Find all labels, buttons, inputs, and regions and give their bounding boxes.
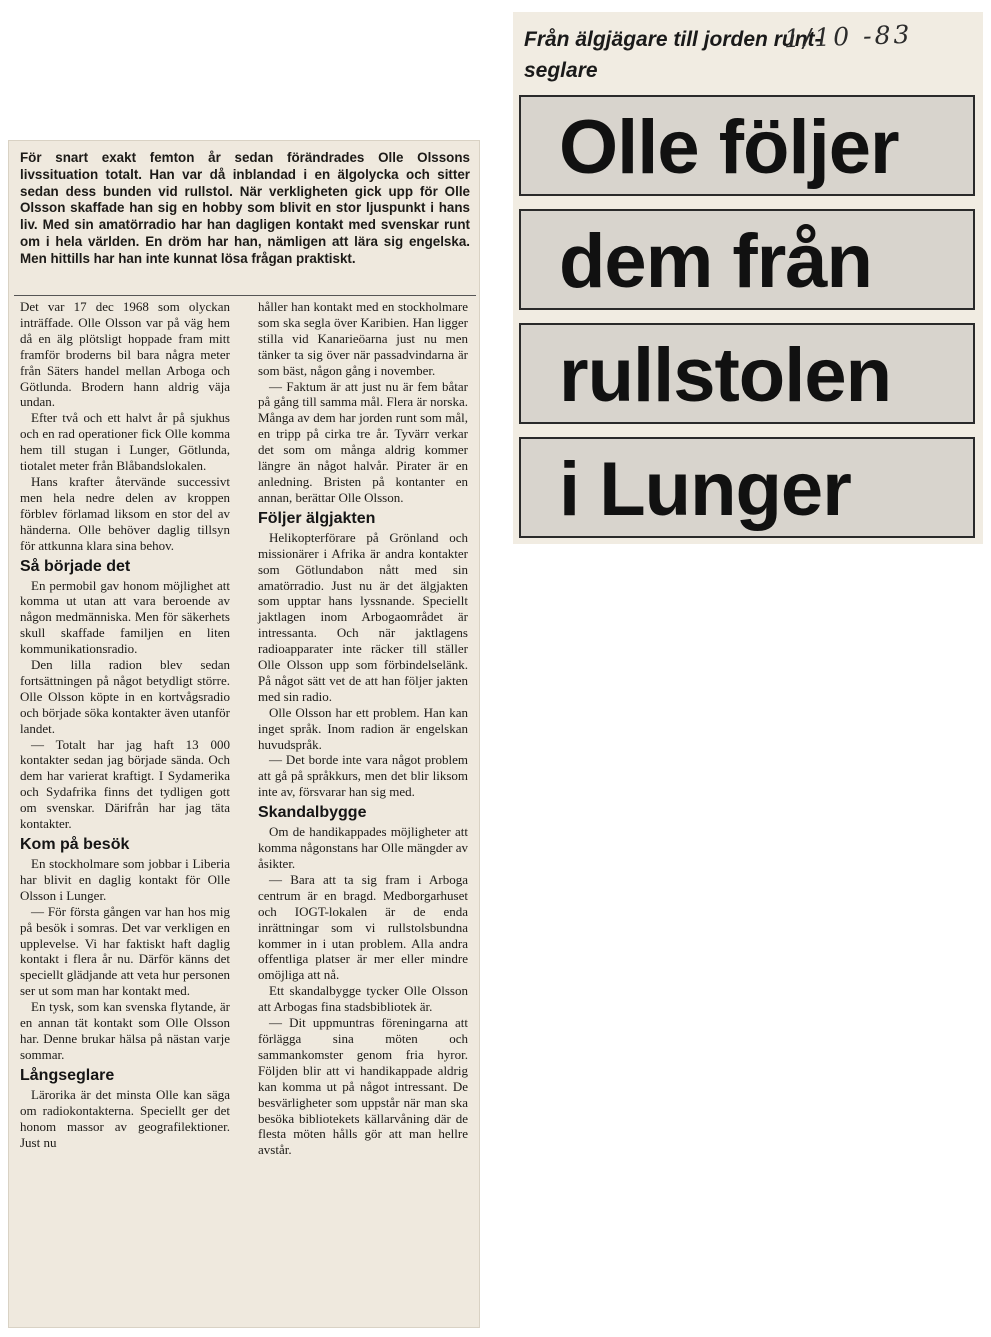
paragraph: — Bara att ta sig fram i Arboga centrum är en bragd. Medborgarhuset och IOGT-lokalen är de enda inrättningar som vi rullstolsbundna kommer in i utan problem. Alla andra offentliga platser är mer eller mindre omöjliga att nå. (258, 871, 468, 983)
subheading: Skandalbygge (258, 804, 367, 822)
paragraph: — Det borde inte vara något problem att gå på språkkurs, men det blir liksom inte av, försvarar han sig med. (258, 752, 468, 800)
subheading: Följer älgjakten (258, 509, 376, 527)
paragraph: Den lilla radion blev sedan fortsättningen på något betydligt större. Olle Olsson köpte in en kortvågsradio och började söka kontakter även utanför landet. (20, 657, 230, 736)
paragraph: — Dit uppmuntras föreningarna att förlägga sina möten och sammankomster genom fria hyror. Följden blir att vi handikappade aldrig kan komma ut på något intressant. De besvärligheter som uppstår när man ska besöka bibliotekets källarvåning där de flesta möten hålls gör att man hellre avstår. (258, 1015, 468, 1158)
subheading: Kom på besök (20, 836, 130, 853)
article-column-2 (258, 299, 468, 1158)
paragraph: — För första gången var han hos mig på besök i somras. Det var verkligen en upplevelse. Vi har faktiskt haft daglig kontakt i flera år nu. Därför känns det speciellt glädjande att veta hur personen ser ut som man har kontakt med. (20, 903, 230, 999)
paragraph: En stockholmare som jobbar i Liberia har blivit en daglig kontakt för Olle Olsson i Lunger. (20, 856, 230, 903)
headline-line-2: dem från (519, 209, 975, 310)
paragraph: Ett skandalbygge tycker Olle Olsson att Arbogas fina stadsbibliotek är. (258, 983, 468, 1015)
paragraph: Hans krafter återvände successivt men hela nedre delen av kroppen förblev förlamad liksom en stor del av händerna. Olle behöver daglig tillsyn för attkunna klara sina behov. (20, 473, 230, 553)
headline-line-4: i Lunger (519, 437, 975, 538)
paragraph: håller han kontakt med en stockholmare som ska segla över Karibien. Han ligger stilla vid Kanarieöarna just nu men tänker ta sig över när passadvindarna är som bäst, någon gång i november. (258, 299, 468, 378)
subheading: Långseglare (20, 1066, 115, 1084)
intro-divider (14, 295, 476, 296)
paragraph: Lärorika är det minsta Olle kan säga om radiokontakterna. Speciellt ger det honom massor av geografilektioner. Just nu (20, 1086, 230, 1150)
paragraph: Om de handikappades möjligheter att komma någonstans har Olle mängder av åsikter. (258, 824, 468, 871)
paragraph: — Totalt har jag haft 13 000 kontakter sedan jag började sända. Och dem har varierat kraftigt. I Sydamerika och Sydafrika finns det tydligen gott om svenskar. Därifrån har jag täta kontakter. (20, 736, 230, 832)
paragraph: Olle Olsson har ett problem. Han kan inget språk. Inom radion är engelskan huvudspråk. (258, 704, 468, 752)
paragraph: Helikopterförare på Grönland och missionärer i Afrika är andra kontakter som Götlundabon nått med sin amatörradio. Just nu är det älgjakten som upptar hans lyssnande. Speciellt jaktlagen inom Arbogaområdet är intressanta. Och när jaktlagens radioapparater inte räcker till ställer Olle Olsson upp som förbindelselänk. På något sätt vet de att han följer jakten med sin radio. (258, 529, 468, 704)
subheading: Så började det (20, 557, 131, 575)
kicker-heading: Från älgjägare till jorden runt-seglare (524, 28, 822, 82)
paragraph: En tysk, som kan svenska flytande, är en annan tät kontakt som Olle Olsson har. Denne brukar hälsa på nästan varje sommar. (20, 999, 230, 1062)
headline-line-1: Olle följer (519, 95, 975, 196)
paragraph: En permobil gav honom möjlighet att komma ut utan att vara beroende av någon medmänniska. Men för säkerhets skull skaffade familjen en liten kommunikationsradio. (20, 577, 230, 657)
article-column-1 (20, 299, 230, 1150)
paragraph: Det var 17 dec 1968 som olyckan inträffade. Olle Olsson var på väg hem då en älg plötsligt hoppade fram mitt framför broderns bil bara några meter från Säters handel mellan Arboga och Götlunda. Brodern hann aldrig väja undan. (20, 299, 230, 410)
article-intro: För snart exakt femton år sedan förändrades Olle Olssons livssituation totalt. Han var då inblandad i en älgolycka och sitter sedan dess bunden vid rullstol. När verkligheten gick upp för Olle Olsson skaffade han sig en hobby som blivit en stor ljuspunkt i hans liv. Med sin amatörradio har han dagligen kontakt med svenskar runt om i hela världen. En dröm har han, nämligen att lära sig engelska. Men hittills har han inte kunnat lösa frågan praktiskt. (20, 150, 470, 266)
paragraph: Efter två och ett halvt år på sjukhus och en rad operationer fick Olle komma hem till stugan i Lunger, Götlunda, tiotalet meter från Blåbandslokalen. (20, 410, 230, 474)
handwritten-date: 1/10 -83 (783, 19, 913, 54)
headline-line-3: rullstolen (519, 323, 975, 424)
paragraph: — Faktum är att just nu är fem båtar på gång till samma mål. Flera är norska. Många av dem har jorden runt som mål, en tripp på cirka tre år. Tyvärr verkar det som om många aldrig kommer längre än något halvår. Pirater är en anledning. Bristen på kontanter en annan, berättar Olle Olsson. (258, 378, 468, 505)
